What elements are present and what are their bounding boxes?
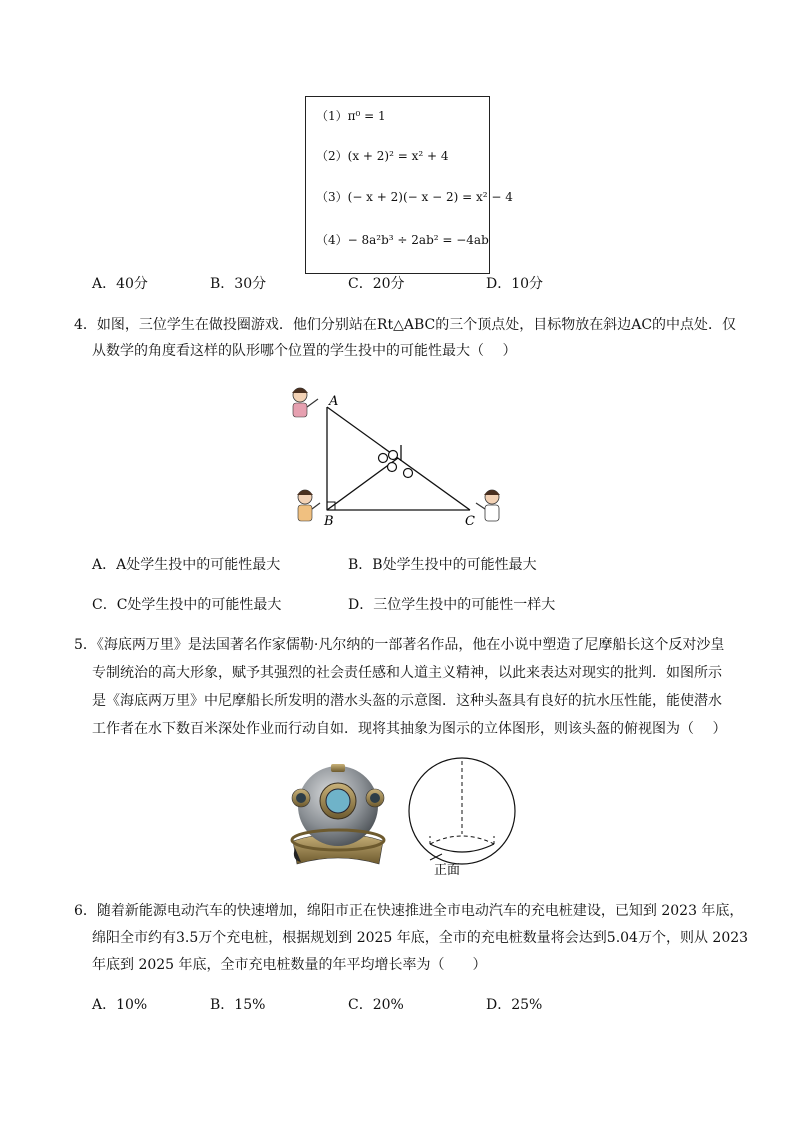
label-a: A xyxy=(329,394,339,409)
q4-line-1: 4．如图，三位学生在做投圈游戏．他们分别站在Rt△ABC的三个顶点处，目标物放在斜边AC的中点处．仅 xyxy=(74,317,737,333)
q4-line-2: 从数学的角度看这样的队形哪个位置的学生投中的可能性最大（ ） xyxy=(92,343,517,359)
q4-option-b: B．B处学生投中的可能性最大 xyxy=(348,557,537,573)
q3-option-a: A．40分 xyxy=(92,276,148,292)
q5-line-3: 是《海底两万里》中尼摩船长所发明的潜水头盔的示意图．这种头盔具有良好的抗水压性能，能使潜水 xyxy=(92,693,722,709)
q5-line-2: 专制统治的高大形象，赋予其强烈的社会责任感和人道主义精神，以此来表达对现实的批判．如图所示 xyxy=(92,665,722,681)
q6-line-3: 年底到 2025 年底，全市充电桩数量的年平均增长率为（ ） xyxy=(92,957,487,973)
formula-item-2: （2）(x + 2)² = x² + 4 xyxy=(316,149,449,163)
q3-option-b: B．30分 xyxy=(210,276,267,292)
label-b: B xyxy=(324,514,334,529)
q3-option-d: D．10分 xyxy=(486,276,544,292)
q4-option-a: A．A处学生投中的可能性最大 xyxy=(92,557,281,573)
student-b-icon xyxy=(297,490,320,521)
q5-line-1: 5．《海底两万里》是法国著名作家儒勒·凡尔纳的一部著名作品，他在小说中塑造了尼摩船长这个反对沙皇 xyxy=(74,637,725,653)
q6-option-a: A．10% xyxy=(92,997,148,1013)
q4-triangle-figure xyxy=(280,385,520,535)
sphere-figure xyxy=(404,756,524,881)
q6-option-c: C．20% xyxy=(348,997,404,1013)
q3-option-c: C．20分 xyxy=(348,276,405,292)
q4-option-d: D．三位学生投中的可能性一样大 xyxy=(348,597,556,613)
formula-item-4: （4）− 8a²b³ ÷ 2ab² = −4ab xyxy=(316,233,489,247)
student-a-icon xyxy=(292,388,318,417)
label-c: C xyxy=(465,514,475,529)
student-c-icon xyxy=(476,490,500,521)
formula-box xyxy=(305,96,513,274)
q6-option-d: D．25% xyxy=(486,997,543,1013)
q4-option-c: C．C处学生投中的可能性最大 xyxy=(92,597,282,613)
q6-line-2: 绵阳全市约有3.5万个充电桩，根据规划到 2025 年底，全市的充电桩数量将会达到5.04万个，则从 2023 xyxy=(92,930,749,946)
diving-helmet-image xyxy=(283,756,393,866)
q5-line-4: 工作者在水下数百米深处作业而行动自如．现将其抽象为图示的立体图形，则该头盔的俯视图为（ ） xyxy=(92,721,727,737)
q6-option-b: B．15% xyxy=(210,997,266,1013)
front-label: 正面 xyxy=(434,863,461,878)
formula-item-3: （3）(− x + 2)(− x − 2) = x² − 4 xyxy=(316,190,513,204)
formula-item-1: （1）π⁰ = 1 xyxy=(316,109,386,123)
q6-line-1: 6．随着新能源电动汽车的快速增加，绵阳市正在快速推进全市电动汽车的充电桩建设，已知到 2023 年底， xyxy=(74,903,744,919)
